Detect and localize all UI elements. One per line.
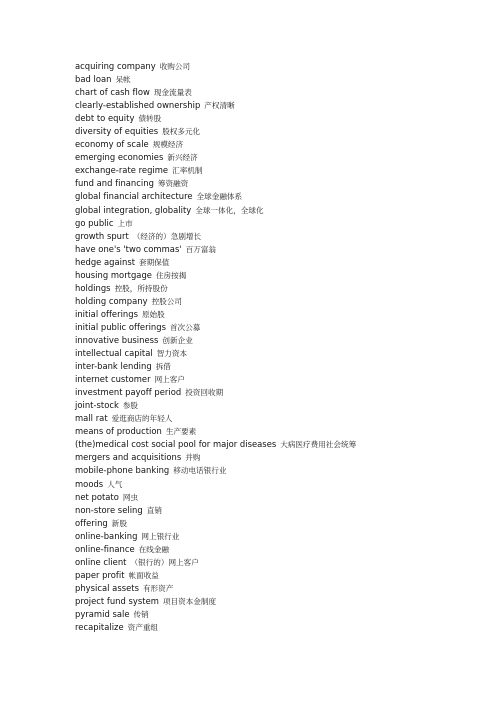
english-term: diversity of equities <box>75 126 159 137</box>
english-term: project fund system <box>75 595 159 606</box>
english-term: global integration, globality <box>75 204 192 215</box>
glossary-entry <box>75 436 356 449</box>
chinese-translation: 帐面收益 <box>128 570 159 580</box>
english-term: global financial architecture <box>75 191 193 202</box>
glossary-entry <box>75 71 356 84</box>
chinese-translation: 有形资产 <box>142 583 174 593</box>
glossary-entry <box>75 502 356 515</box>
english-term: growth spurt <box>75 230 129 241</box>
glossary-entry <box>75 567 356 580</box>
english-term: debt to equity <box>75 113 135 124</box>
glossary-list <box>75 58 356 632</box>
english-term: recapitalize <box>75 622 124 633</box>
chinese-translation: 汇率机制 <box>172 166 203 176</box>
chinese-translation: 规模经济 <box>152 140 184 150</box>
english-term: offering <box>75 517 108 528</box>
english-term: initial offerings <box>75 308 138 319</box>
glossary-entry <box>75 293 356 306</box>
chinese-translation: （经济的）急剧增长 <box>132 231 202 241</box>
english-term: net potato <box>75 491 119 502</box>
glossary-entry <box>75 175 356 188</box>
english-term: innovative business <box>75 334 159 345</box>
glossary-entry <box>75 267 356 280</box>
glossary-entry <box>75 580 356 593</box>
chinese-translation: 收购公司 <box>159 62 191 71</box>
glossary-entry <box>75 358 356 371</box>
glossary-entry <box>75 423 356 436</box>
english-term: online-banking <box>75 530 138 541</box>
glossary-entry <box>75 489 356 502</box>
chinese-translation: 现金流量表 <box>153 88 192 98</box>
chinese-translation: 新股 <box>111 518 127 528</box>
english-term: mobile-phone banking <box>75 465 170 476</box>
glossary-entry <box>75 149 356 162</box>
english-term: fund and financing <box>75 178 154 189</box>
chinese-translation: 控股，所持股份 <box>114 283 168 293</box>
chinese-translation: 大病医疗费用社会统筹 <box>280 440 357 450</box>
chinese-translation: 全球一体化，全球化 <box>195 205 264 215</box>
english-term: initial public offerings <box>75 321 166 332</box>
english-term: holding company <box>75 295 148 306</box>
glossary-entry <box>75 136 356 149</box>
glossary-entry <box>75 58 356 71</box>
english-term: internet customer <box>75 374 151 385</box>
glossary-entry <box>75 541 356 554</box>
chinese-translation: 全球金融体系 <box>196 192 243 202</box>
chinese-translation: 网上客户 <box>154 375 185 385</box>
english-term: mergers and acquisitions <box>75 452 182 463</box>
glossary-entry <box>75 528 356 541</box>
chinese-translation: 网上银行业 <box>141 531 180 541</box>
english-term: intellectual capital <box>75 348 153 359</box>
glossary-entry <box>75 606 356 619</box>
glossary-entry <box>75 110 356 123</box>
glossary-entry <box>75 462 356 475</box>
chinese-translation: 创新企业 <box>162 335 193 345</box>
english-term: (the)medical cost social pool for major diseases <box>75 439 277 450</box>
glossary-entry <box>75 515 356 528</box>
glossary-entry <box>75 97 356 110</box>
english-term: online-finance <box>75 543 135 554</box>
english-term: clearly-established ownership <box>75 100 201 111</box>
chinese-translation: 新兴经济 <box>167 153 198 163</box>
glossary-entry <box>75 241 356 254</box>
glossary-entry <box>75 215 356 228</box>
english-term: have one's 'two commas' <box>75 243 182 254</box>
glossary-entry <box>75 319 356 332</box>
chinese-translation: 债转股 <box>138 114 162 124</box>
chinese-translation: 生产要素 <box>165 427 197 437</box>
chinese-translation: 首次公募 <box>169 322 201 332</box>
english-term: exchange-rate regime <box>75 165 169 176</box>
chinese-translation: 传销 <box>133 609 149 619</box>
english-term: moods <box>75 478 104 489</box>
glossary-entry <box>75 476 356 489</box>
chinese-translation: 移动电话银行业 <box>173 466 227 476</box>
glossary-entry <box>75 397 356 410</box>
chinese-translation: 住房按揭 <box>155 270 187 280</box>
english-term: pyramid sale <box>75 608 130 619</box>
english-term: chart of cash flow <box>75 87 150 98</box>
english-term: holdings <box>75 282 111 293</box>
english-term: bad loan <box>75 74 112 85</box>
glossary-entry <box>75 554 356 567</box>
chinese-translation: 百万富翁 <box>185 244 217 254</box>
chinese-translation: 投资回收期 <box>185 388 224 398</box>
chinese-translation: 拆借 <box>155 362 171 372</box>
chinese-translation: 资产重组 <box>127 623 159 633</box>
glossary-entry <box>75 410 356 423</box>
english-term: non-store seling <box>75 504 143 515</box>
chinese-translation: 参股 <box>122 401 139 411</box>
chinese-translation: 上市 <box>117 218 133 228</box>
glossary-entry <box>75 254 356 267</box>
english-term: means of production <box>75 426 162 437</box>
english-term: housing mortgage <box>75 269 152 280</box>
chinese-translation: 人气 <box>107 479 123 489</box>
glossary-entry <box>75 371 356 384</box>
glossary-entry <box>75 188 356 201</box>
english-term: physical assets <box>75 582 139 593</box>
english-term: acquiring company <box>75 61 156 71</box>
glossary-entry <box>75 384 356 397</box>
chinese-translation: 筹资融资 <box>157 179 189 189</box>
glossary-entry <box>75 345 356 358</box>
glossary-entry <box>75 306 356 319</box>
english-term: go public <box>75 217 114 228</box>
english-term: paper profit <box>75 569 125 580</box>
chinese-translation: 在线金融 <box>138 544 170 554</box>
chinese-translation: 项目资本金制度 <box>162 596 217 606</box>
chinese-translation: 智力资本 <box>156 349 188 359</box>
chinese-translation: 控股公司 <box>151 296 182 306</box>
english-term: investment payoff period <box>75 387 182 398</box>
glossary-entry <box>75 84 356 97</box>
glossary-entry <box>75 332 356 345</box>
chinese-translation: 产权清晰 <box>204 101 235 111</box>
glossary-entry <box>75 619 356 632</box>
chinese-translation: 网虫 <box>122 492 139 502</box>
chinese-translation: 原始股 <box>141 309 165 319</box>
chinese-translation: 并购 <box>185 453 201 463</box>
english-term: emerging economies <box>75 152 164 163</box>
chinese-translation: 股权多元化 <box>162 127 201 137</box>
chinese-translation: 套期保值 <box>139 257 170 267</box>
glossary-entry <box>75 202 356 215</box>
english-term: online client <box>75 556 127 567</box>
english-term: joint-stock <box>75 400 119 411</box>
english-term: hedge against <box>75 256 136 267</box>
glossary-entry <box>75 593 356 606</box>
glossary-entry <box>75 162 356 175</box>
glossary-entry <box>75 280 356 293</box>
chinese-translation: 直销 <box>146 505 162 515</box>
chinese-translation: 呆帐 <box>115 75 131 85</box>
glossary-entry <box>75 449 356 462</box>
chinese-translation: （银行的）网上客户 <box>130 557 199 567</box>
glossary-entry <box>75 123 356 136</box>
english-term: inter-bank lending <box>75 361 152 372</box>
english-term: economy of scale <box>75 139 149 150</box>
english-term: mall rat <box>75 413 108 424</box>
chinese-translation: 爱逛商店的年轻人 <box>111 414 173 424</box>
glossary-entry <box>75 228 356 241</box>
